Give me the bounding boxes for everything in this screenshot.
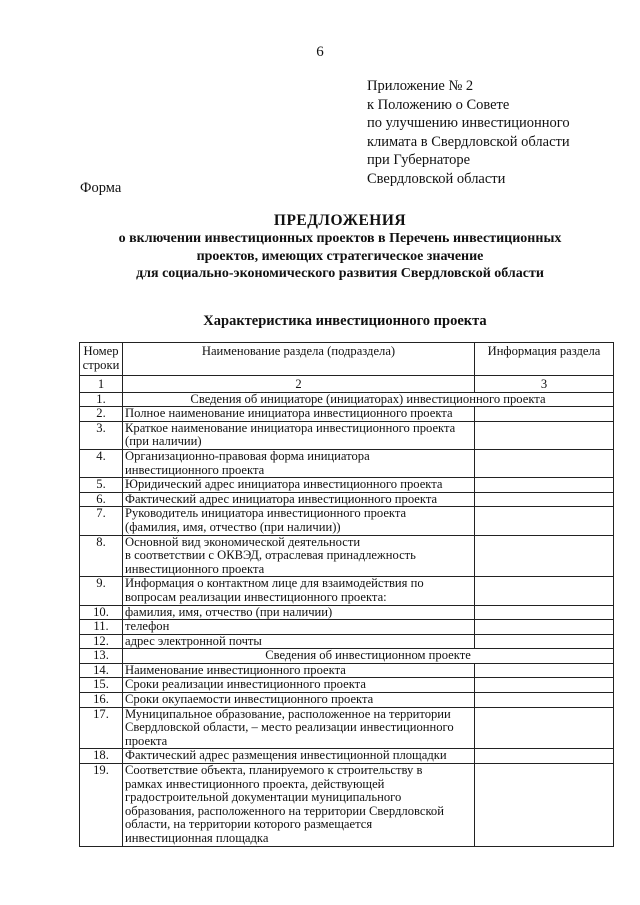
table-row: [80, 749, 614, 764]
table-row: [80, 605, 614, 620]
row-number: 6.: [80, 492, 123, 507]
row-info-cell[interactable]: [475, 577, 614, 605]
row-number: 5.: [80, 478, 123, 493]
row-text-line: Фактический адрес инициатора инвестиционного проекта: [125, 491, 438, 506]
row-info-cell[interactable]: [475, 492, 614, 507]
row-text-line: Сведения об инициаторе (инициаторах) инвестиционного проекта: [190, 391, 546, 406]
row-name-cell: [123, 535, 475, 577]
row-number: 11.: [80, 620, 123, 635]
row-number: 9.: [80, 577, 123, 605]
row-text-line: Сроки окупаемости инвестиционного проекта: [125, 692, 374, 707]
row-text-line: телефон: [125, 619, 170, 634]
row-number: 18.: [80, 749, 123, 764]
header-row-number-line: Номер: [83, 344, 119, 358]
row-info-cell[interactable]: [475, 620, 614, 635]
table-row: [80, 663, 614, 678]
row-name-cell: [123, 620, 475, 635]
table-body: [80, 392, 614, 846]
table-row: [80, 507, 614, 535]
row-info-cell[interactable]: [475, 407, 614, 422]
row-number: 2.: [80, 407, 123, 422]
row-number: 10.: [80, 605, 123, 620]
column-number: 1: [80, 376, 123, 393]
row-text-line: Соответствие объекта, планируемого к строительству в: [125, 763, 423, 778]
document-title: [60, 211, 620, 283]
appendix-line: к Положению о Совете: [367, 96, 510, 113]
row-name-cell: [123, 693, 475, 708]
table-row: [80, 535, 614, 577]
row-name-cell: [123, 407, 475, 422]
row-text-line: в соответствии с ОКВЭД, отраслевая принадлежность: [125, 548, 416, 563]
header-row-number: [80, 343, 123, 376]
row-name-cell: [123, 492, 475, 507]
row-name-cell: [123, 507, 475, 535]
appendix-line: Свердловской области: [367, 170, 506, 187]
row-number: 13.: [80, 649, 123, 664]
table-row: [80, 492, 614, 507]
row-name-cell: [123, 605, 475, 620]
appendix-line: климата в Свердловской области: [367, 133, 570, 150]
row-number: 3.: [80, 421, 123, 449]
table-row: [80, 634, 614, 649]
appendix-line: Приложение № 2: [367, 78, 474, 94]
row-text-line: рамках инвестиционного проекта, действующей: [125, 776, 385, 791]
row-text-line: Полное наименование инициатора инвестиционного проекта: [125, 406, 453, 421]
page-number: 6: [316, 44, 324, 60]
row-text-line: проекта: [125, 733, 168, 748]
row-text-line: Свердловской области, – место реализации инвестиционного: [125, 720, 454, 735]
table-row: [80, 764, 614, 847]
row-text-line: Основной вид экономической деятельности: [125, 534, 361, 549]
row-number: 8.: [80, 535, 123, 577]
row-info-cell[interactable]: [475, 634, 614, 649]
row-text-line: Информация о контактном лице для взаимодействия по: [125, 576, 424, 591]
table-row: [80, 693, 614, 708]
row-name-cell: [123, 478, 475, 493]
section-title-cell: [123, 392, 614, 407]
header-section-name: Наименование раздела (подраздела): [123, 343, 475, 376]
table-row: [80, 478, 614, 493]
row-text-line: Организационно-правовая форма инициатора: [125, 448, 370, 463]
table-row: [80, 421, 614, 449]
row-text-line: Наименование инвестиционного проекта: [125, 662, 346, 677]
row-text-line: вопросам реализации инвестиционного проекта:: [125, 589, 387, 604]
row-number: 1.: [80, 392, 123, 407]
row-number: 4.: [80, 449, 123, 477]
title-main: ПРЕДЛОЖЕНИЯ: [273, 212, 407, 229]
table-row: [80, 577, 614, 605]
row-text-line: адрес электронной почты: [125, 633, 262, 648]
project-characteristics-table: [79, 342, 614, 847]
row-name-cell: [123, 634, 475, 649]
row-number: 12.: [80, 634, 123, 649]
table-row: [80, 678, 614, 693]
row-info-cell[interactable]: [475, 707, 614, 749]
row-text-line: Руководитель инициатора инвестиционного проекта: [125, 506, 407, 521]
table-header-row: [80, 343, 614, 376]
row-name-cell: [123, 449, 475, 477]
row-info-cell[interactable]: [475, 605, 614, 620]
row-text-line: (фамилия, имя, отчество (при наличии)): [125, 519, 341, 534]
row-number: 7.: [80, 507, 123, 535]
row-name-cell: [123, 577, 475, 605]
header-row-number-line: строки: [82, 357, 120, 372]
section-title-cell: [123, 649, 614, 664]
row-text-line: Сведения об инвестиционном проекте: [265, 648, 471, 663]
row-info-cell[interactable]: [475, 449, 614, 477]
appendix-line: по улучшению инвестиционного: [367, 115, 570, 132]
row-text-line: области, на территории которого размещается: [125, 817, 373, 832]
row-number: 16.: [80, 693, 123, 708]
row-name-cell: [123, 707, 475, 749]
title-line: для социально-экономического развития Свердловской области: [136, 266, 544, 281]
row-number: 17.: [80, 707, 123, 749]
row-info-cell[interactable]: [475, 663, 614, 678]
row-info-cell[interactable]: [475, 749, 614, 764]
row-info-cell[interactable]: [475, 507, 614, 535]
row-number: 19.: [80, 764, 123, 847]
title-line: проектов, имеющих стратегическое значение: [196, 248, 484, 264]
table-row: [80, 407, 614, 422]
row-name-cell: [123, 749, 475, 764]
table-row: [80, 620, 614, 635]
row-name-cell: [123, 678, 475, 693]
table-section-row: [80, 392, 614, 407]
row-info-cell[interactable]: [475, 535, 614, 577]
row-text-line: Юридический адрес инициатора инвестиционного проекта: [125, 477, 443, 492]
row-info-cell[interactable]: [475, 478, 614, 493]
row-info-cell[interactable]: [475, 421, 614, 449]
row-name-cell: [123, 663, 475, 678]
row-text-line: Сроки реализации инвестиционного проекта: [125, 677, 366, 692]
column-number: 2: [123, 376, 475, 393]
row-text-line: Краткое наименование инициатора инвестиционного проекта: [125, 420, 456, 435]
column-number-row: [80, 376, 614, 393]
row-text-line: Фактический адрес размещения инвестиционной площадки: [125, 748, 447, 763]
row-info-cell[interactable]: [475, 764, 614, 847]
row-info-cell[interactable]: [475, 678, 614, 693]
form-label: Форма: [80, 180, 122, 196]
table-row: [80, 707, 614, 749]
row-name-cell: [123, 421, 475, 449]
table-subtitle: Характеристика инвестиционного проекта: [203, 313, 487, 329]
row-text-line: (при наличии): [125, 434, 202, 449]
row-text-line: Муниципальное образование, расположенное на территории: [125, 706, 451, 721]
appendix-reference: [367, 77, 570, 189]
row-number: 15.: [80, 678, 123, 693]
row-text-line: инвестиционного проекта: [125, 462, 265, 477]
table-section-row: [80, 649, 614, 664]
appendix-line: при Губернаторе: [367, 152, 471, 169]
row-text-line: фамилия, имя, отчество (при наличии): [125, 604, 333, 619]
row-text-line: инвестиционная площадка: [125, 831, 269, 845]
header-section-info: Информация раздела: [475, 343, 614, 376]
table-row: [80, 449, 614, 477]
row-name-cell: [123, 764, 475, 847]
row-text-line: градостроительной документации муниципального: [125, 790, 402, 805]
row-text-line: образования, расположенного на территории Свердловской: [125, 803, 444, 818]
row-text-line: инвестиционного проекта: [125, 561, 265, 576]
row-info-cell[interactable]: [475, 693, 614, 708]
row-number: 14.: [80, 663, 123, 678]
column-number: 3: [475, 376, 614, 393]
title-line: о включении инвестиционных проектов в Перечень инвестиционных: [118, 231, 562, 246]
